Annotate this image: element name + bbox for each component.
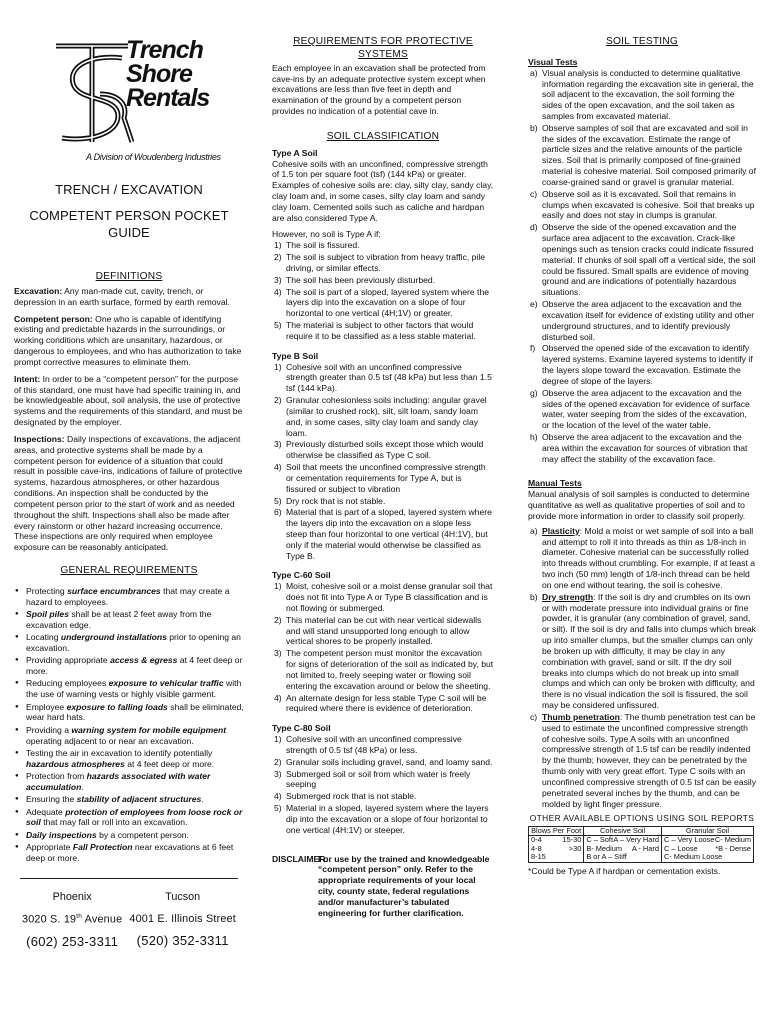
- list-item: [14, 678, 244, 700]
- definition-text: Daily inspections of excavations, the adjacent areas, and protective systems shall be made by a competent person for evidence of a situation that could result in possible cave-ins, indications of failure of protective systems, hazardous atmospheres, or other hazardous conditions. An inspection shall be conducted by the competent person prior to the start of work and as needed throughout the shift. Inspections shall also be made after every rainstorm or other hazard increasing occurrence. These inspections are only required when employee exposure can be reasonably anticipated.: [14, 433, 243, 553]
- item-letter: f): [530, 343, 536, 354]
- type-b-title: Type B Soil: [272, 350, 319, 361]
- disclaimer-text: For use by the trained and knowledgeable “competent person” only. Refer to the appropriate requirements of your local city, county state, federal regulations and/or manufacturer’s tabulated engineering for further clarification.: [318, 853, 490, 918]
- company-logo: [14, 36, 244, 162]
- item-number: 4): [274, 462, 282, 473]
- item-emphasis: hazardous atmospheres: [26, 758, 125, 769]
- type-b-list: [272, 362, 494, 562]
- testing-heading: SOIL TESTING: [605, 36, 679, 47]
- item-letter: d): [530, 222, 538, 233]
- granular-cell: [661, 836, 753, 863]
- item-number: 2): [274, 614, 282, 625]
- item-number: 3): [274, 648, 282, 659]
- visual-tests-title: Visual Tests: [528, 56, 578, 67]
- item-number: 4): [274, 692, 282, 703]
- offices: [14, 891, 244, 950]
- list-item: [528, 432, 756, 464]
- definitions-list: [14, 286, 244, 553]
- item-number: 5): [274, 495, 282, 506]
- list-item: [528, 343, 756, 386]
- cell-value: >30: [568, 843, 582, 853]
- item-term: Plasticity: [542, 525, 580, 536]
- definition-term: Excavation:: [14, 285, 63, 296]
- item-emphasis: access & egress: [110, 655, 178, 666]
- item-text: shall be eliminated, wear hard hats.: [26, 701, 244, 723]
- list-item: [272, 395, 494, 438]
- item-text: The soil is fissured.: [286, 240, 360, 251]
- item-number: 4): [274, 286, 282, 297]
- definition-item: [14, 374, 244, 428]
- list-item: [272, 496, 494, 507]
- list-item: [14, 609, 244, 631]
- item-text: Submerged soil or soil from which water is freely seeping: [286, 768, 471, 790]
- item-text: Dry rock that is not stable.: [286, 495, 386, 506]
- divider: [20, 878, 238, 879]
- list-item: [14, 807, 244, 829]
- office-phone[interactable]: (520) 352-3311: [136, 932, 229, 948]
- cohesive-cell: [584, 836, 662, 863]
- item-number: 5): [274, 803, 282, 814]
- cell-value: 0-4: [531, 835, 542, 845]
- item-text: : Mold a moist or wet sample of soil into a ball and attempt to roll it into threads as thin as 1/8-inch in diameter. Cohesive material can be successfully rolled into threads without crumbling. For example, if at least a two inch (50 mm) length of 1/8-inch thread can be held on one end without tearing, the soil is cohesive.: [542, 525, 756, 590]
- item-number: 1): [274, 240, 282, 251]
- item-emphasis: stability of adjacent structures: [76, 794, 202, 805]
- column-right: [528, 0, 756, 1024]
- office-city: Phoenix: [52, 890, 92, 903]
- protective-text: Each employee in an excavation shall be protected from cave-ins by an adequate protective system except when excavations are less than five feet in depth and examination of the ground by a competent person provides no indication of a potential cave in.: [272, 62, 486, 116]
- cell-value: C – Loose: [663, 843, 698, 853]
- item-number: 3): [274, 439, 282, 450]
- definition-text: One who is capable of identifying existing and predictable hazards in the surroundings, or working conditions which are unsanitary, hazardous, or dangerous to employees, and who has authorization to take prompt corrective measures to eliminate them.: [14, 313, 242, 367]
- item-emphasis: hazards associated with water accumulation: [26, 771, 211, 792]
- item-emphasis: Spoil piles: [26, 609, 69, 620]
- item-text: Observe samples of soil that are excavated and soil in the sides of the excavation. Estimate the range of particle sizes and the relative amounts of the particle sizes. Soil that is primarily composed of fine-grained material is cohesive material. Soil composed primarily of coarse-grained sand or gravel is granular material.: [542, 122, 756, 187]
- disclaimer: [272, 854, 494, 919]
- blows-cell: [529, 836, 584, 863]
- type-a-title: Type A Soil: [272, 147, 318, 158]
- manual-tests-title: Manual Tests: [528, 478, 582, 489]
- list-item: [272, 791, 494, 802]
- title-line-2: COMPETENT PERSON POCKET GUIDE: [29, 208, 229, 240]
- cell-value: *B - Dense: [715, 843, 751, 853]
- item-text: operating adjacent to or near an excavation.: [26, 735, 194, 746]
- item-text: .: [81, 781, 84, 792]
- list-item: [272, 362, 494, 394]
- item-text: Material that is part of a sloped, layered system where the layers dip into the excavation on a slope less steep than four horizontal to one vertical (4H:1V), but only if the material would otherwise be classified as Type B.: [286, 507, 492, 561]
- list-item: [272, 693, 494, 715]
- office-address: 4001 E. Illinois Street: [129, 913, 236, 926]
- list-item: [14, 830, 244, 841]
- options-title: OTHER AVAILABLE OPTIONS USING SOIL REPORTS: [529, 813, 755, 824]
- item-text: Providing appropriate: [26, 655, 111, 666]
- logo-word-shore: Shore: [126, 60, 192, 88]
- cell-value: C – Soft: [586, 835, 614, 845]
- list-item: [14, 586, 244, 608]
- col-header-granular: Granular Soil: [661, 826, 753, 836]
- item-text: Appropriate: [26, 842, 73, 853]
- item-text: : The thumb penetration test can be used to estimate the unconfined compressive strength of cohesive soils. Type A soils with an unconfined compressive strength of 1.5 tsf can be readily indented by the thumb; however, they can be penetrated by the thumb only with very great effort. Type C soils with an unconfined compressive strength of 0.5 tsf can be easily penetrated several inches by the thumb, and can be molded by light finger pressure.: [542, 711, 756, 809]
- list-item: [528, 592, 756, 711]
- list-item: [528, 712, 756, 809]
- item-text: The material is subject to other factors that would require it to be classified as a less stable material.: [286, 320, 476, 341]
- protective-heading: REQUIREMENTS FOR PROTECTIVE SYSTEMS: [293, 36, 473, 60]
- column-middle: [272, 0, 494, 1024]
- type-a-however: However, no soil is Type A if:: [272, 229, 381, 240]
- cell-value: B- Medium: [586, 843, 623, 853]
- visual-tests-list: [528, 68, 756, 465]
- office-address: 3020 S. 19th Avenue: [22, 913, 123, 926]
- item-text: Moist, cohesive soil or a moist dense granular soil that does not fit into Type A or Type B classification and is not flowing or submerged.: [286, 581, 493, 613]
- item-number: 2): [274, 252, 282, 263]
- office-city: Tucson: [165, 890, 201, 903]
- list-item: [528, 222, 756, 298]
- item-text: Ensuring the: [26, 794, 77, 805]
- office-tucson: [129, 891, 236, 950]
- cell-value: C- Medium Loose: [663, 852, 723, 862]
- definition-term: Intent:: [14, 373, 41, 384]
- cell-line: [531, 853, 581, 862]
- item-number: 1): [274, 581, 282, 592]
- list-item: [14, 748, 244, 770]
- item-letter: c): [530, 711, 538, 722]
- item-number: 1): [274, 734, 282, 745]
- item-emphasis: surface encumbrances: [67, 585, 161, 596]
- item-number: 6): [274, 507, 282, 518]
- list-item: [272, 320, 494, 342]
- list-item: [272, 275, 494, 286]
- item-text: that may fall or roll into an excavation.: [40, 817, 188, 828]
- list-item: [272, 462, 494, 494]
- list-item: [14, 842, 244, 864]
- item-number: 4): [274, 791, 282, 802]
- item-text: with the use of warning vests or highly visible garment.: [26, 678, 242, 700]
- list-item: [528, 189, 756, 221]
- item-text: Observe the side of the opened excavation and the surface area adjacent to the excavation. Crack-like openings such as tension cracks could indicate fissured material. If chunks of soil spall off a vertical side, the soil could be fissured. Small spalls are evidence of moving ground and are indications of potentially hazardous situations.: [542, 222, 756, 298]
- item-text: Cohesive soil with an unconfined compressive strength greater than 0.5 tsf (48 kPa) but less than 1.5 tsf (144 kPa).: [286, 361, 492, 394]
- type-a-list: [272, 240, 494, 341]
- item-emphasis: exposure to vehicular traffic: [108, 678, 224, 689]
- list-item: [272, 803, 494, 835]
- list-item: [272, 252, 494, 274]
- item-text: that may create a hazard to employees.: [26, 585, 230, 607]
- definition-term: Inspections:: [14, 433, 65, 444]
- list-item: [528, 388, 756, 431]
- item-text: .: [201, 794, 204, 805]
- item-text: Observe the area adjacent to the excavation and the excavation itself for evidence of existing utility and other underground structures, and to identify previously disturbed soil.: [542, 299, 755, 342]
- item-text: at 4 feet deep or more.: [124, 758, 215, 769]
- item-text: near excavations at 6 feet deep or more.: [26, 842, 234, 863]
- list-item: [528, 299, 756, 342]
- col-header-cohesive: Cohesive Soil: [584, 826, 662, 836]
- definition-term: Competent person:: [14, 313, 93, 324]
- item-text: Employee: [26, 701, 67, 712]
- list-item: [528, 526, 756, 591]
- list-item: [14, 725, 244, 747]
- item-text: : If the soil is dry and crumbles on its own or with moderate pressure into individual grains or fine powder, it is granular (any combination of gravel, sand, or silt). If the soil is dry and falls into clumps which break up into smaller clumps, but the smaller clumps can only be broken up with difficulty, it may be clay in any combination with gravel, sand or silt. If the dry soil breaks into clumps which do not break up into small clumps and which can only be broken with difficulty, and there is no visual indication the soil is fissured, the soil may be considered unfissured.: [542, 591, 756, 711]
- definition-item: [14, 314, 244, 368]
- cell-value: B or A – Stiff: [586, 852, 627, 862]
- type-c60-list: [272, 581, 494, 714]
- list-item: [272, 757, 494, 768]
- list-item: [14, 771, 244, 793]
- item-emphasis: underground installations: [60, 632, 167, 643]
- list-item: [14, 655, 244, 677]
- item-text: shall be at least 2 feet away from the excavation edge.: [26, 609, 212, 630]
- definition-text: In order to be a “competent person” for the purpose of this standard, one must have had specific training in, and be knowledgeable about, soil analysis, the use of protective systems and the requirements of this standard, and must be designated by the employer.: [14, 373, 243, 428]
- cell-value: C- Medium: [714, 835, 751, 845]
- list-item: [272, 648, 494, 691]
- item-text: Testing the air in excavation to identify potentially: [26, 747, 213, 758]
- item-text: Protecting: [26, 585, 68, 596]
- item-text: Adequate: [26, 806, 66, 817]
- list-item: [272, 287, 494, 319]
- item-text: Protection from: [26, 771, 87, 782]
- list-item: [528, 68, 756, 122]
- item-text: Visual analysis is conducted to determine qualitative information regarding the excavation site in general, the soil adjacent to the excavation, the soil forming the sides of the open excavation, and the soil taken as samples from excavated material.: [542, 67, 754, 121]
- cell-value: 15-30: [562, 835, 582, 845]
- item-text: An alternate design for less stable Type C soil will be required where there is evidence of deterioration.: [286, 692, 487, 714]
- item-text: Soil that meets the unconfined compressive strength or cementation requirements for Type A, but is fissured or subject to vibration: [286, 462, 486, 494]
- item-letter: c): [530, 188, 538, 199]
- item-number: 5): [274, 320, 282, 331]
- type-c60-title: Type C-60 Soil: [272, 570, 331, 581]
- definition-item: [14, 286, 244, 308]
- tsr-monogram-icon: [48, 38, 134, 150]
- soil-report-table: [528, 826, 754, 863]
- item-text: Granular soils including gravel, sand, and loamy sand.: [286, 756, 493, 767]
- options-note: *Could be Type A if hardpan or cementation exists.: [528, 865, 721, 876]
- list-item: [272, 240, 494, 251]
- logo-wordmark: [126, 38, 209, 110]
- item-emphasis: protection of employees from loose rock or soil: [26, 806, 243, 828]
- type-a-text: Cohesive soils with an unconfined, compressive strength of 1.5 ton per square foot (tsf) (144 kPa) or greater. Examples of cohesive soils are: clay, silty clay, sandy clay, clay loam and, in some cases, silty clay loam and sandy clay loam. Cemented soils such as caliche and hardpan are also considered Type A.: [272, 158, 494, 223]
- logo-division: A Division of Woudenberg Industries: [86, 152, 221, 162]
- general-requirements-list: [14, 586, 244, 864]
- list-item: [272, 769, 494, 791]
- column-left: [14, 0, 244, 1024]
- item-term: Dry strength: [542, 591, 594, 602]
- type-c80-list: [272, 734, 494, 835]
- item-letter: b): [530, 122, 538, 133]
- item-text: Granular cohesionless soils including: angular gravel (similar to crushed rock), silt, silt loam, sandy loam and, in some cases, silty clay loam and sandy clay loam.: [286, 395, 487, 438]
- list-item: [14, 794, 244, 805]
- item-text: Previously disturbed soils except those which would otherwise be classified as Type C soil.: [286, 439, 484, 461]
- col-header-blows: Blows Per Foot: [529, 826, 584, 836]
- item-text: Locating: [26, 632, 61, 643]
- item-emphasis: warning system for mobile equipment: [71, 724, 227, 735]
- item-number: 1): [274, 361, 282, 372]
- cell-value: 8-15: [531, 852, 546, 862]
- definition-item: [14, 434, 244, 553]
- item-letter: g): [530, 387, 538, 398]
- cell-value: 4-8: [531, 843, 542, 853]
- logo-word-trench: Trench: [126, 36, 203, 64]
- cell-value: C – Very Loose: [663, 835, 715, 845]
- item-text: Providing a: [26, 724, 72, 735]
- list-item: [528, 123, 756, 188]
- list-item: [272, 615, 494, 647]
- cell-value: A – Very Hard: [613, 835, 659, 845]
- list-item: [14, 632, 244, 654]
- list-item: [272, 507, 494, 561]
- definitions-heading: DEFINITIONS: [95, 271, 163, 283]
- item-text: Reducing employees: [26, 678, 109, 689]
- item-text: Observe the area adjacent to the excavation and the area within the excavation for sources of vibration that may affect the stability of the excavation face.: [542, 432, 748, 464]
- cell-line: [664, 853, 751, 862]
- table-row: [529, 836, 754, 863]
- office-phone[interactable]: (602) 253-3311: [26, 933, 119, 949]
- logo-word-rentals: Rentals: [126, 84, 210, 112]
- list-item: [272, 581, 494, 613]
- item-text: This material can be cut with near vertical sidewalls and will stand unsupported long enough to allow vertical shores to be properly installed.: [286, 614, 482, 647]
- item-number: 2): [274, 756, 282, 767]
- type-c80-title: Type C-80 Soil: [272, 723, 331, 734]
- item-text: at 4 feet deep or more.: [26, 655, 243, 677]
- manual-tests-list: [528, 526, 756, 810]
- item-letter: a): [530, 525, 538, 536]
- item-letter: e): [530, 299, 538, 310]
- item-text: by a competent person.: [96, 829, 189, 840]
- item-text: Observe the area adjacent to the excavation and the sides of the opened excavation for evidence of surface water, water seeping from the sides of the excavation, or the location of the level of the water table.: [542, 387, 750, 431]
- item-text: The soil is subject to vibration from heavy traffic, pile driving, or similar effects.: [286, 252, 486, 273]
- office-phoenix: [22, 891, 122, 950]
- item-text: Cohesive soil with an unconfined compressive strength of 0.5 tsf (48 kPa) or less.: [286, 734, 462, 755]
- item-text: Submerged rock that is not stable.: [286, 791, 417, 802]
- classification-heading: SOIL CLASSIFICATION: [326, 130, 440, 142]
- item-text: prior to opening an excavation.: [26, 632, 241, 653]
- item-letter: b): [530, 591, 538, 602]
- cell-value: A - Hard: [631, 843, 659, 853]
- general-heading: GENERAL REQUIREMENTS: [60, 565, 198, 577]
- item-emphasis: exposure to falling loads: [66, 701, 168, 712]
- item-text: Material in a sloped, layered system where the layers dip into the excavation or a slope of four horizontal to one vertical (4H:1V) or steeper.: [286, 803, 489, 835]
- item-text: The soil has been previously disturbed.: [286, 274, 436, 285]
- item-text: The soil is part of a sloped, layered system where the layers dip into the excavation on a slope of four horizontal to one vertical (4H;1V) or greater.: [286, 286, 490, 319]
- cell-line: [586, 853, 659, 862]
- item-emphasis: Fall Protection: [72, 842, 133, 853]
- list-item: [272, 734, 494, 756]
- item-term: Thumb penetration: [542, 711, 620, 722]
- disclaimer-label: DISCLAIMER:: [272, 853, 329, 864]
- manual-tests-intro: Manual analysis of soil samples is conducted to determine quantitative as well as qualitative properties of soil and to provide more information in order to classify soil properly.: [528, 489, 750, 521]
- definition-text: Any man-made cut, cavity, trench, or depression in an earth surface, formed by earth removal.: [14, 285, 230, 307]
- item-letter: h): [530, 432, 538, 442]
- item-text: Observe soil as it is excavated. Soil that remains in clumps when excavated is cohesive. Soil that breaks up easily and does not stay in clumps is granular.: [542, 188, 755, 221]
- item-number: 2): [274, 395, 282, 406]
- item-text: The competent person must monitor the excavation for signs of deterioration of the soil as indicated by, but not limited to, freely seeping water or flowing soil entering the excavation around or below the sheeting.: [286, 648, 494, 691]
- title-line-1: TRENCH / EXCAVATION: [55, 182, 203, 197]
- item-number: 3): [274, 768, 282, 779]
- list-item: [272, 439, 494, 461]
- list-item: [14, 702, 244, 724]
- item-emphasis: Daily inspections: [26, 829, 97, 840]
- item-text: Observed the opened side of the excavation to identify layered systems. Examine layered systems to identify if the layers slope toward the excavation. Estimate the degree of slope of the layers.: [542, 343, 753, 386]
- item-number: 3): [274, 274, 282, 285]
- item-letter: a): [530, 67, 538, 78]
